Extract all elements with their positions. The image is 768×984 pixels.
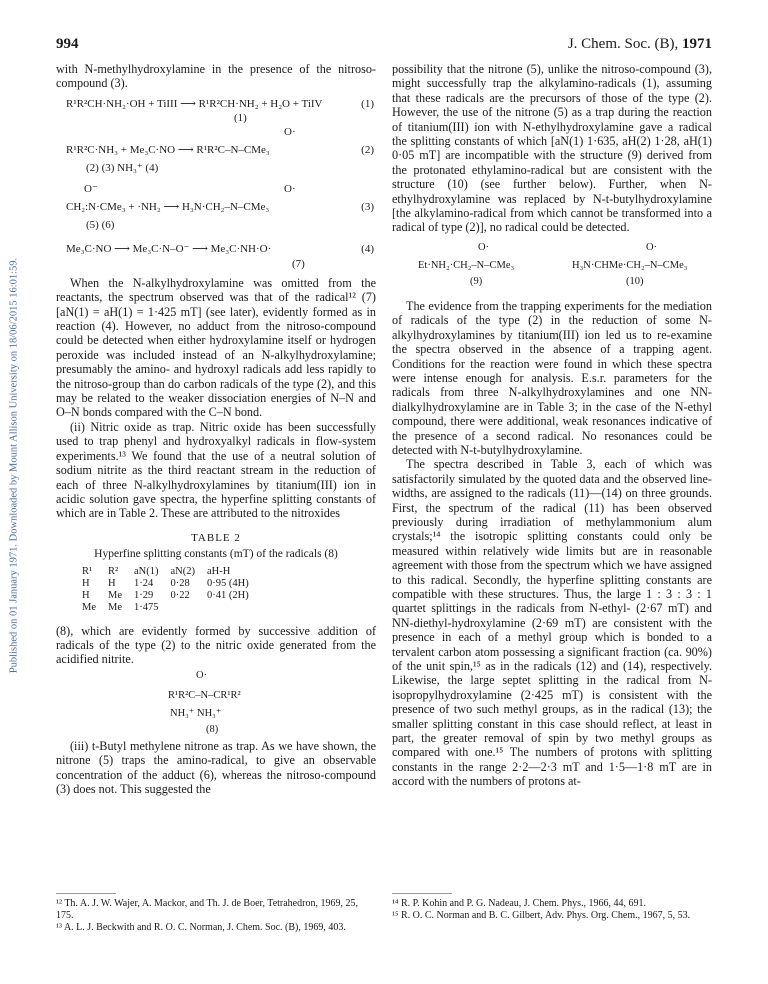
footnote-rule xyxy=(392,893,452,894)
paragraph: When the N-alkylhydroxylamine was omitted from the reactants, the spectrum observed was that of the radical¹² (7) [aN(1) = aH(1) = 1·425 mT] (see later), evidently formed as in reaction (4). However, no adduct from the nitroso-compound could be detected when either hydroxylamine itself or hydrogen peroxide was included instead of an N-alkylhydroxylamine; presumably the amino- and hydroxyl radicals add less rapidly to the nitroso-group than do carbon radicals of the type (2), and this may be related to the weaker dissociation energies of N–N and O–N bonds compared with the C–N bond. xyxy=(56,275,376,420)
table-cell: 1·24 xyxy=(134,577,154,589)
table-cell xyxy=(207,602,261,614)
table-row xyxy=(82,602,261,614)
compound-labels: (2) (3) NH₃⁺ (4) xyxy=(86,161,159,174)
compound-label: (1) xyxy=(234,111,247,124)
right-column xyxy=(392,62,712,789)
paragraph: (iii) t-Butyl methylene nitrone as trap. As we have shown, the nitrone (5) traps the amino-radical, to give an observable concentration of the adduct (6), whereas the nitroso-compound (3) does not. This suggested the xyxy=(56,738,376,796)
footnote-rule xyxy=(56,893,116,894)
footnote: ¹⁴ R. P. Kohin and P. G. Nadeau, J. Chem. Phys., 1966, 44, 691. xyxy=(392,898,646,909)
watermark-text: Published on 01 January 1971. Downloaded by Mount Allison University on 18/06/2015 16:01:59. xyxy=(8,257,20,674)
table-row xyxy=(82,578,261,590)
structures-9-10 xyxy=(392,241,712,299)
table-cell: 0·95 (4H) xyxy=(207,577,249,589)
paragraph: (8), which are evidently formed by successive addition of radicals of the type (2) to the nitric oxide generated from the acidified nitrite. xyxy=(56,623,376,667)
equation-number: (1) xyxy=(361,97,374,110)
journal-year: 1971 xyxy=(682,36,712,52)
journal-name: J. Chem. Soc. (B), xyxy=(567,36,682,52)
footnote: ¹² Th. A. J. W. Wajer, A. Mackor, and Th. J. de Boer, Tetrahedron, 1969, 25, 175. xyxy=(56,898,358,921)
footnotes-right xyxy=(392,898,712,922)
table-header-row xyxy=(82,566,261,578)
table-cell: 0·28 xyxy=(170,577,190,589)
header-cell: R¹ xyxy=(82,565,93,577)
header-cell: aH-H xyxy=(207,565,231,577)
equation-text: R¹R²CH·NH₂·OH + TiIII ⟶ R¹R²CH·NH₂ + H₂O + TiIV xyxy=(66,97,323,110)
table-cell: Me xyxy=(108,589,122,601)
oxide-minus-label: O⁻ xyxy=(84,182,98,195)
footnote: ¹³ A. L. J. Beckwith and R. O. C. Norman, J. Chem. Soc. (B), 1969, 403. xyxy=(56,922,346,933)
table-cell: 1·475 xyxy=(134,601,159,613)
table-cell: 1·29 xyxy=(134,589,154,601)
equation-text: CH₂:N·CMe₃ + ·NH₂ ⟶ H₃N·CH₂–N–CMe₃ xyxy=(66,200,270,213)
table-title: TABLE 2 xyxy=(191,531,241,544)
header-cell: aN(2) xyxy=(170,565,195,577)
header-cell: R² xyxy=(108,565,119,577)
radical-dot-o: O· xyxy=(478,241,490,253)
structure-10-text: H₃N·CHMe·CH₂–N–CMe₃ xyxy=(572,259,688,271)
journal-header xyxy=(568,36,712,53)
equation-text: Me₃C·NO ⟶ Me₃C·N–O⁻ ⟶ Me₃C·NH·O· xyxy=(66,242,272,255)
compound-label: (7) xyxy=(292,257,305,270)
structure-8 xyxy=(56,667,376,739)
radical-dot-o: O· xyxy=(196,669,208,681)
header-cell: aN(1) xyxy=(134,565,159,577)
table-cell: 0·22 xyxy=(170,589,190,601)
equation-2 xyxy=(56,125,376,179)
hyperfine-table xyxy=(82,566,261,614)
radical-dot-o: O· xyxy=(284,125,296,138)
compound-label: (10) xyxy=(626,275,644,287)
table-row xyxy=(82,590,261,602)
radical-dot-o: O· xyxy=(646,241,658,253)
compound-labels: (5) (6) xyxy=(86,218,115,231)
equation-number: (4) xyxy=(361,242,374,255)
table-cell xyxy=(171,602,208,614)
structure-substituents: NH₃⁺ NH₃⁺ xyxy=(170,707,222,719)
equation-3 xyxy=(56,182,376,236)
compound-label: (8) xyxy=(206,723,219,735)
footnotes-left xyxy=(56,898,376,934)
radical-dot-o: O· xyxy=(284,182,296,195)
paragraph: The spectra described in Table 3, each of which was satisfactorily simulated by the quoted data and the observed line-widths, are assigned to the radicals (11)—(14) on three grounds. First, the spectrum of the radical (11) has been observed previously during irradiation of methylammonium alum crystals;¹⁴ the isotropic splitting constants could only be measured within relatively wide limits but are in reasonable agreement with those from the spectrum which we have assigned to this radical. Secondly, the hyperfine splitting constants are compatible with these structures. Thus, the large 1 : 3 : 3 : 1 quartet splittings in the radicals from N-ethyl- (2·67 mT) and NN-diethyl-hydroxylamine (2·69 mT) are consistent with the presence in each of a methyl group which is bonded to a tervalent carbon atom possessing a significant fraction (ca. 90%) of the unit spin,¹⁵ as in the radicals (12) and (14), respectively. Likewise, the large septet splitting in the radical from N-isopropylhydroxylamine (2·425 mT) is consistent with the presence of two such methyl groups, as in the radical (13); the smaller splitting constant in this case should reflect, at least in part, the greater removal of spin by two methyl groups as compared with one.¹⁵ The numbers of protons with splitting constants in the range 2·2—2·3 mT and 1·5—1·8 mT are in accord with the numbers of protons at- xyxy=(392,457,712,789)
equation-1 xyxy=(56,94,376,122)
table-cell: H xyxy=(82,577,90,589)
page-number: 994 xyxy=(56,36,79,52)
equation-4 xyxy=(56,239,376,273)
footnote: ¹⁵ R. O. C. Norman and B. C. Gilbert, Adv. Phys. Org. Chem., 1967, 5, 53. xyxy=(392,910,691,921)
compound-label: (9) xyxy=(470,275,483,287)
table-caption: Hyperfine splitting constants (mT) of the radicals (8) xyxy=(94,548,338,561)
equation-text: R¹R²C·NH₃ + Me₃C·NO ⟶ R¹R²C–N–CMe₃ xyxy=(66,143,270,156)
download-watermark xyxy=(6,150,22,790)
table-cell: H xyxy=(82,589,90,601)
paragraph: The evidence from the trapping experiments for the mediation of radicals of the type (2) in the reduction of some N-alkylhydroxylamines by titanium(III) ion led us to re-examine the spectra observed in the absence of a trapping agent. Conditions for the reaction were found in which these spectra were intense enough for analysis. E.s.r. parameters for the radicals from three N-alkylhydroxylamines and one NN-dialkylhydroxylamine are in Table 3; in the case of the N-ethyl compound, there were additional, weak resonances indicative of the presence of a second radical. No resonances could be detected with N-t-butylhydroxylamine. xyxy=(392,298,712,457)
structure-9-text: Et·NH₂·CH₂–N–CMe₃ xyxy=(418,259,515,271)
paragraph: (ii) Nitric oxide as trap. Nitric oxide has been successfully used to trap phenyl and hydroxyalkyl radicals in flow-system experiments.¹³ We found that the use of a neutral solution of sodium nitrite as the third reactant stream in the reduction of each of three N-alkylhydroxylamines by titanium(III) ion in acidic solution gave spectra, the hyperfine splitting constants of which are in Table 2. These are attributed to the nitroxides xyxy=(56,419,376,521)
table-cell: H xyxy=(108,577,116,589)
table-cell: 0·41 (2H) xyxy=(207,589,249,601)
paragraph: possibility that the nitrone (5), unlike the nitroso-compound (3), might successfully trap the alkylamino-radicals (1), assuming that these radicals are the precursors of those of the type (2). However, the use of the nitrone (5) as a trap during the reaction of titanium(III) ion with N-ethylhydroxylamine gave a radical the splitting constants of which [aN(1) 1·635, aH(2) 1·28, aH(1) 0·05 mT] are incompatible with the structure (9) derived from the protonated ethylamino-radical but are consistent with the structure (10) (see further below). Further, when N-ethylhydroxylamine was replaced by N-t-butylhydroxylamine [the alkylamino-radical from which cannot be transformed into a radical of type (2)], no radical could be detected. xyxy=(392,62,712,235)
table-cell: Me xyxy=(82,601,96,613)
structure-text: R¹R²C–N–CR¹R² xyxy=(168,689,241,701)
equation-number: (3) xyxy=(361,200,374,213)
table-cell: Me xyxy=(108,601,122,613)
equation-number: (2) xyxy=(361,143,374,156)
paragraph: with N-methylhydroxylamine in the presence of the nitroso-compound (3). xyxy=(56,62,376,91)
left-column xyxy=(56,62,376,796)
